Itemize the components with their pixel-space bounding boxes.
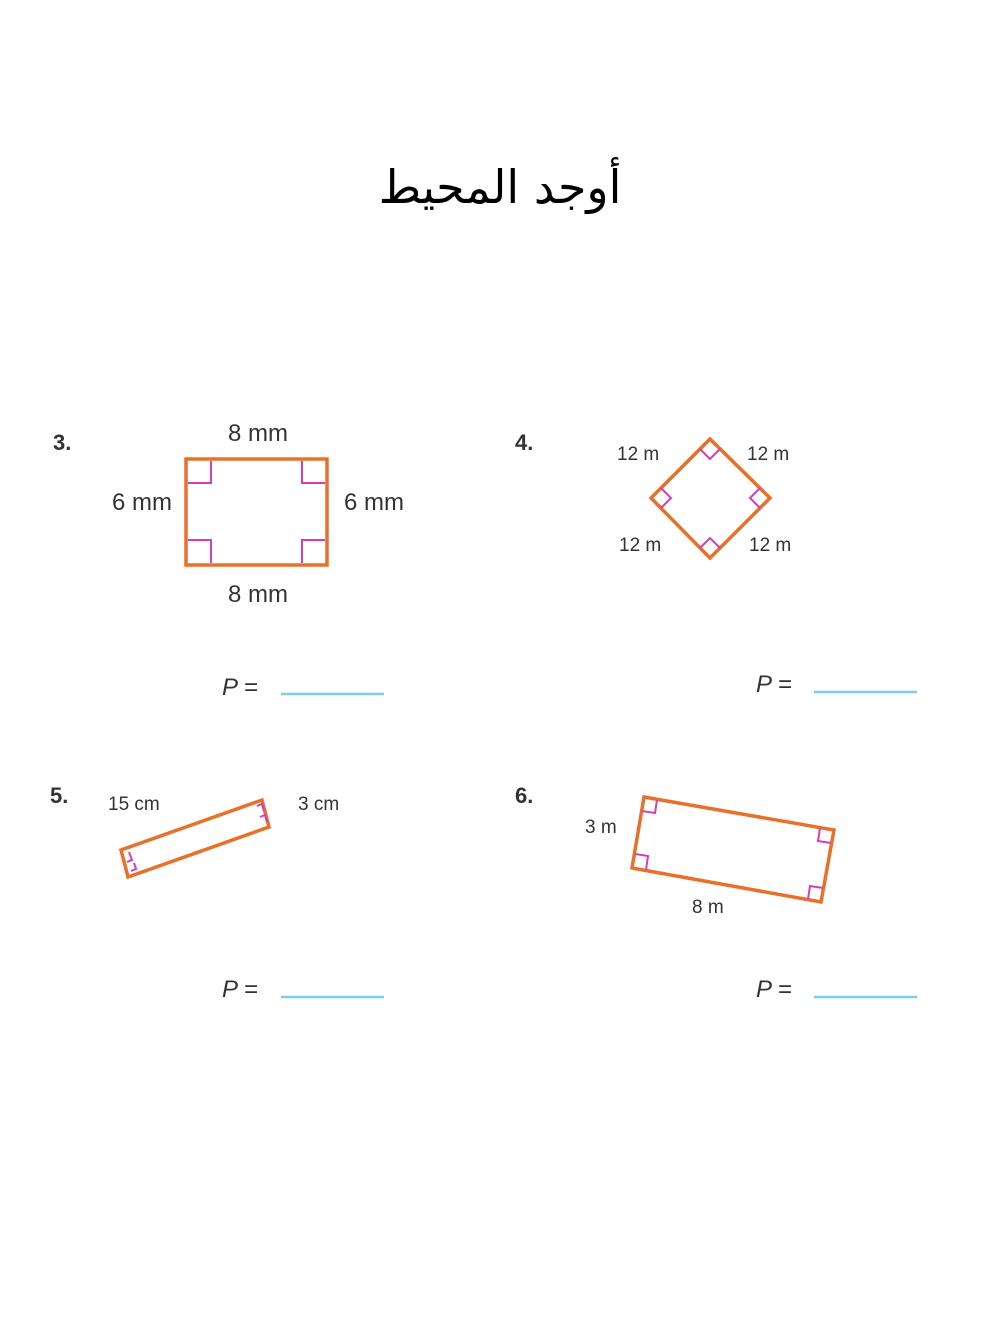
side-label-bottom-left: 12 m [619, 535, 662, 556]
side-label-bottom: 8 mm [228, 581, 288, 608]
side-label-left: 6 mm [112, 489, 172, 516]
right-angle-mark [188, 461, 211, 483]
right-angle-mark [302, 540, 325, 563]
problem-number: 4. [515, 430, 534, 455]
problem-6 [515, 783, 917, 1003]
side-label-right: 6 mm [344, 489, 404, 516]
right-angle-mark [127, 852, 132, 862]
side-label-length: 8 m [692, 897, 724, 918]
right-angle-mark [700, 538, 720, 548]
perimeter-label: P = [756, 671, 792, 698]
side-label-width: 3 cm [298, 794, 340, 815]
perimeter-label: P = [222, 674, 258, 701]
problem-number: 6. [515, 783, 534, 808]
side-label-top: 8 mm [228, 420, 288, 447]
problem-number: 3. [53, 430, 72, 455]
side-label-top-right: 12 m [747, 444, 790, 465]
right-angle-mark [131, 863, 136, 871]
rectangle-shape [186, 459, 327, 565]
right-angle-mark [661, 488, 671, 508]
problem-4 [515, 430, 917, 698]
perimeter-label: P = [756, 976, 792, 1003]
problem-3 [53, 420, 404, 701]
right-angle-mark [750, 488, 760, 508]
rectangle-shape [632, 797, 834, 902]
right-angle-mark [260, 815, 267, 822]
right-angle-mark [302, 461, 325, 483]
worksheet-title: أوجد المحيط [378, 160, 622, 214]
problem-5 [50, 783, 384, 1003]
side-label-top-left: 12 m [617, 444, 660, 465]
side-label-length: 15 cm [108, 794, 160, 815]
perimeter-label: P = [222, 976, 258, 1003]
right-angle-mark [257, 804, 264, 811]
side-label-bottom-right: 12 m [749, 535, 792, 556]
side-label-width: 3 m [585, 817, 617, 838]
problem-number: 5. [50, 783, 69, 808]
right-angle-mark [700, 449, 720, 459]
right-angle-mark [188, 540, 211, 563]
